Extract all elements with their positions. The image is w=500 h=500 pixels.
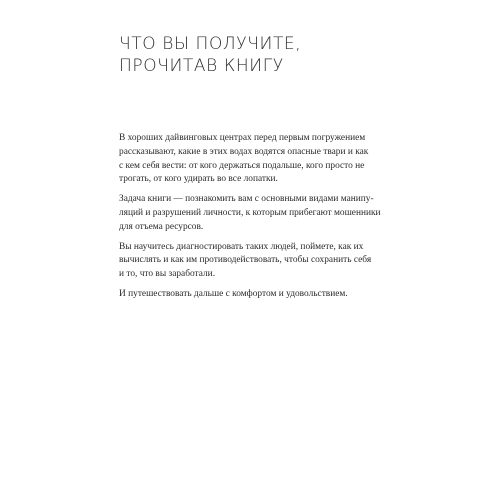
text-line: и то, что вы заработали. xyxy=(119,269,216,280)
text-line: И путешествовать дальше с комфортом и удовольствием. xyxy=(119,288,348,299)
text-line: трогать, от кого удирать во все лопатки. xyxy=(119,174,278,185)
paragraph-diving-centers xyxy=(119,132,389,187)
paragraph-you-will-learn xyxy=(119,241,389,282)
text-line: ляций и разрушений личности, к которым прибегают мошенники xyxy=(119,207,381,218)
text-line: вычислять и как им противодействовать, чтобы сохранить себя xyxy=(119,255,372,266)
paragraph-travel-further xyxy=(119,288,389,302)
title-line-1: ЧТО ВЫ ПОЛУЧИТЕ, xyxy=(119,34,302,54)
paragraph-book-goal xyxy=(119,193,389,234)
text-line: рассказывают, какие в этих водах водятся опасные твари и как xyxy=(119,146,369,157)
body-text xyxy=(119,132,389,308)
title-line-2: ПРОЧИТАВ КНИГУ xyxy=(119,56,284,76)
text-line: Задача книги — познакомить вам с основными видами манипу- xyxy=(119,194,374,205)
text-line: с кем себя вести: от кого держаться подальше, кого просто не xyxy=(119,160,365,171)
page-title xyxy=(119,33,419,77)
text-line: Вы научитесь диагностировать таких людей, поймете, как их xyxy=(119,241,364,252)
text-line: для отъема ресурсов. xyxy=(119,221,204,232)
text-line: В хороших дайвинговых центрах перед первым погружением xyxy=(119,133,366,143)
